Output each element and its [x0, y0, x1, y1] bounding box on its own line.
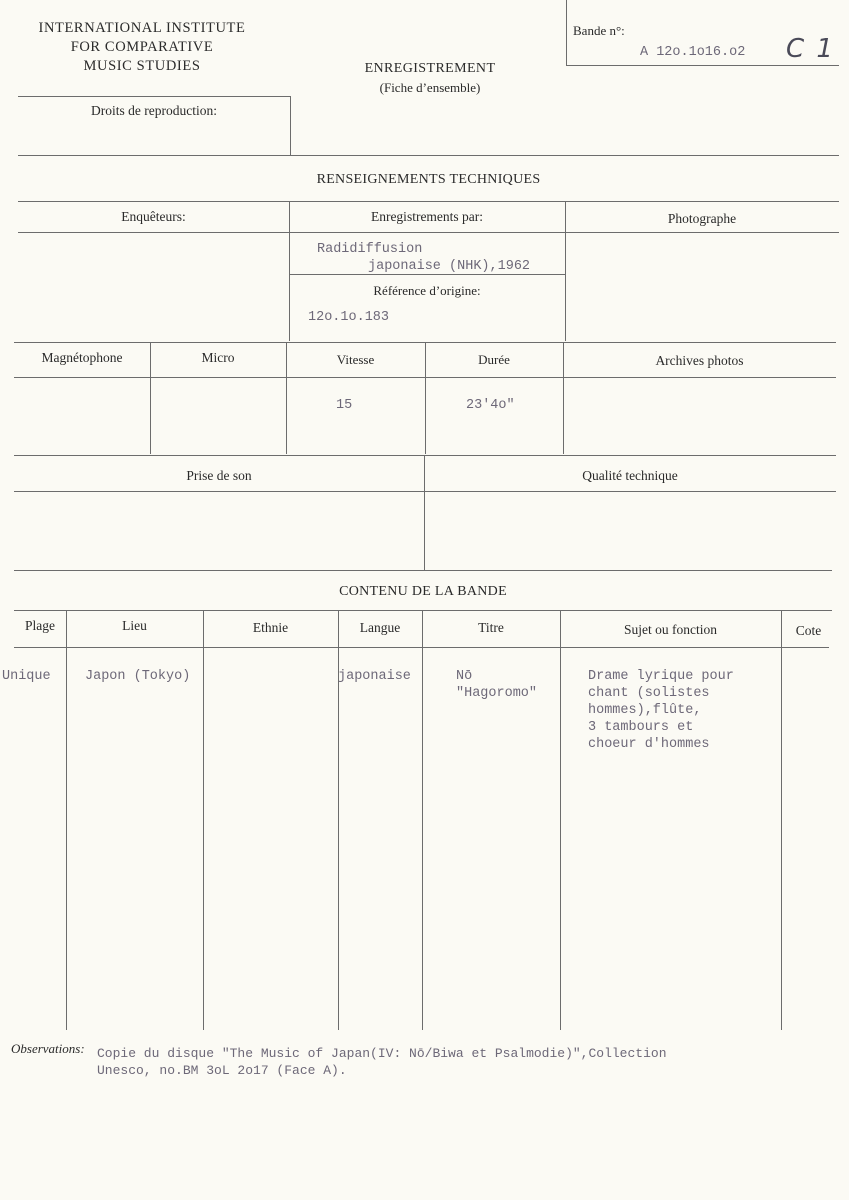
row-titre-1: Nō: [456, 669, 473, 684]
row-lieu: Japon (Tokyo): [85, 669, 191, 684]
form-title: ENREGISTREMENT: [364, 61, 496, 76]
observations-line-2: Unesco, no.BM 3oL 2o17 (Face A).: [97, 1063, 347, 1078]
vitesse-label: Vitesse: [336, 352, 375, 367]
prise-header-top: [14, 455, 836, 456]
institute-line-3: MUSIC STUDIES: [83, 58, 201, 74]
form-subtitle: (Fiche d’ensemble): [379, 80, 481, 95]
droits-label: Droits de reproduction:: [91, 103, 217, 118]
row-sujet-4: 3 tambours et: [588, 720, 694, 735]
technique-header-bottom: [18, 232, 839, 233]
prise-header-bottom: [14, 491, 836, 492]
column-ethnie: Ethnie: [252, 620, 289, 635]
enregistrements-value-1: Radidiffusion: [317, 242, 423, 257]
row-sujet-2: chant (solistes: [588, 686, 710, 701]
row-titre-2: "Hagoromo": [456, 686, 538, 701]
technique-heading: RENSEIGNEMENTS TECHNIQUES: [316, 172, 541, 187]
micro-label: Micro: [201, 350, 235, 365]
archives-label: Archives photos: [655, 353, 744, 368]
column-sujet: Sujet ou fonction: [624, 622, 717, 637]
contenu-heading: CONTENU DE LA BANDE: [339, 584, 507, 599]
droits-top-line: [18, 96, 290, 97]
column-langue: Langue: [359, 620, 401, 635]
column-titre: Titre: [478, 620, 504, 635]
row-sujet-5: choeur d'hommes: [588, 737, 710, 752]
reference-label: Référence d’origine:: [373, 283, 481, 298]
enregistrements-value-2: japonaise (NHK),1962: [368, 259, 531, 274]
column-plage: Plage: [25, 618, 55, 633]
row-sujet-3: hommes),flûte,: [588, 703, 702, 718]
institute-line-2: FOR COMPARATIVE: [70, 39, 214, 55]
magnetophone-label: Magnétophone: [41, 350, 123, 365]
contenu-divider-4: [422, 610, 423, 1030]
contenu-divider-2: [203, 610, 204, 1030]
droits-right-line: [290, 96, 291, 155]
institute-line-1: INTERNATIONAL INSTITUTE: [38, 20, 246, 36]
reference-divider: [289, 274, 565, 275]
photographe-label: Photographe: [667, 211, 737, 226]
bande-label: Bande n°:: [573, 23, 625, 38]
vitesse-value: 15: [336, 398, 353, 413]
droits-bottom-line: [18, 155, 839, 156]
prise-de-son-label: Prise de son: [186, 468, 252, 483]
enregistrements-label: Enregistrements par:: [370, 209, 484, 224]
contenu-divider-6: [781, 610, 782, 1030]
duree-value: 23'4o": [466, 398, 515, 413]
row-sujet-1: Drame lyrique pour: [588, 669, 734, 684]
bande-handwritten-mark: C 1: [786, 34, 835, 64]
technique-header-top: [18, 201, 839, 202]
duree-label: Durée: [478, 352, 510, 367]
contenu-divider-5: [560, 610, 561, 1030]
bande-box-bottom: [566, 65, 839, 66]
contenu-header-top: [14, 610, 832, 611]
prise-bottom-line: [14, 570, 832, 571]
bande-number: A 12o.1o16.o2: [640, 45, 746, 60]
row-plage: Unique: [2, 669, 51, 684]
qualite-technique-label: Qualité technique: [582, 468, 678, 483]
observations-label: Observations:: [11, 1041, 85, 1056]
bande-box-left: [566, 0, 567, 65]
row-langue: japonaise: [338, 669, 411, 684]
reference-value: 12o.1o.183: [308, 310, 390, 325]
column-lieu: Lieu: [122, 618, 147, 633]
contenu-divider-1: [66, 610, 67, 1030]
column-cote: Cote: [795, 623, 822, 638]
observations-line-1: Copie du disque "The Music of Japan(IV: Nō/Biwa et Psalmodie)",Collection: [97, 1046, 667, 1061]
enqueteurs-label: Enquêteurs:: [121, 209, 186, 224]
